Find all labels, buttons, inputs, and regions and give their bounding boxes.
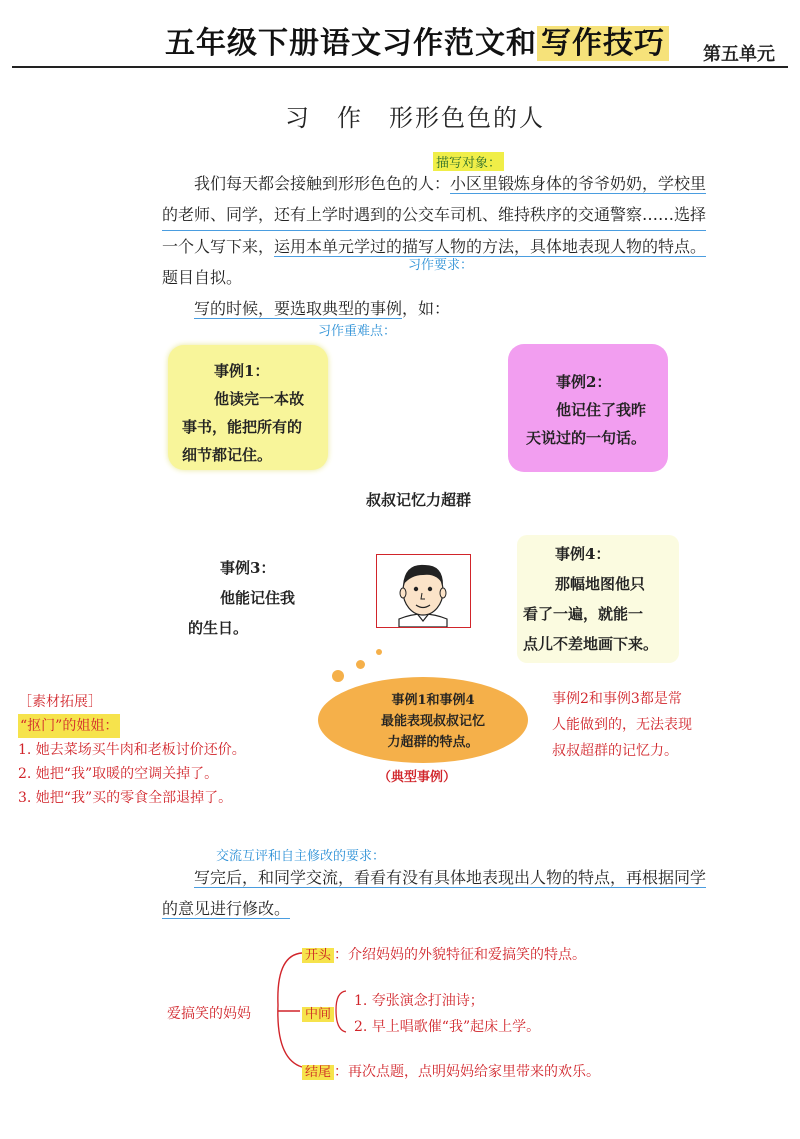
outline-end-text: ：再次点题，点明妈妈给家里带来的欢乐。 — [334, 1064, 601, 1080]
unit-label: 第五单元 — [703, 44, 775, 65]
outline-end-tag: 结尾 — [302, 1065, 334, 1080]
note-describe-target: 描写对象： — [433, 152, 504, 171]
right-note-line-3: 叔叔超群的记忆力。 — [552, 743, 678, 759]
uncle-portrait-frame — [376, 554, 471, 628]
material-subtitle: “抠门”的姐姐： — [18, 714, 120, 738]
bubble-caption: （典型事例） — [378, 770, 457, 785]
example-1-line-3: 细节都记住。 — [182, 446, 273, 464]
material-item: 1. 她去菜场买牛肉和老板讨价还价。 — [18, 742, 246, 758]
uncle-portrait-icon — [377, 555, 470, 627]
intro-line-4: 题目自拟。 — [162, 268, 243, 287]
example-1-line-2: 事书，能把所有的 — [182, 418, 303, 436]
outline-middle-item: 1. 夸张演念打油诗； — [354, 993, 484, 1009]
example-4-line-2: 看了一遍，就能一 — [523, 605, 644, 623]
thought-dot-3 — [332, 670, 344, 682]
outline-end — [302, 1061, 600, 1081]
example-1-label: 事例1： — [214, 362, 270, 380]
typical-line — [162, 293, 754, 324]
example-4-line-3: 点儿不差地画下来。 — [523, 635, 659, 653]
material-title: ［素材拓展］ — [18, 694, 102, 710]
page-header-title — [165, 18, 669, 62]
example-3-line-1: 他能记住我 — [220, 589, 296, 607]
right-note — [552, 686, 692, 764]
bubble-line-2: 最能表现叔叔记忆 — [380, 714, 485, 729]
thought-dot-1 — [376, 649, 382, 655]
typical-line-post: ，如： — [402, 299, 451, 318]
outline-begin — [302, 944, 586, 964]
example-4-label: 事例4： — [555, 545, 611, 563]
intro-line-1-pre: 我们每天都会接触到形形色色的人： — [194, 174, 451, 193]
example-3-line-2: 的生日。 — [188, 619, 249, 637]
typical-line-underlined: 写的时候，要选取典型的事例 — [194, 299, 403, 318]
material-item: 2. 她把“我”取暖的空调关掉了。 — [18, 766, 219, 782]
example-2-line-1: 他记住了我昨 — [556, 401, 647, 419]
example-3-label: 事例3： — [220, 559, 276, 577]
bubble-line-3: 力超群的特点。 — [387, 735, 479, 750]
intro-line-3-pre: 一个人写下来， — [162, 237, 275, 256]
intro-paragraph — [162, 168, 722, 293]
right-note-line-1: 事例2和事例3都是常 — [552, 691, 682, 707]
lesson-title: 习 作 形形色色的人 — [285, 104, 545, 132]
note-requirement: 习作要求： — [408, 258, 474, 273]
material-section — [18, 690, 246, 810]
example-2-label: 事例2： — [556, 373, 612, 391]
revise-paragraph — [162, 862, 722, 924]
note-key-point: 习作重难点： — [318, 324, 397, 339]
header-divider — [12, 66, 788, 68]
example-1-line-1: 他读完一本故 — [214, 390, 305, 408]
revise-line-1: 写完后，和同学交流，看看有没有具体地表现出人物的特点，再根据同学 — [194, 868, 707, 887]
example-4-card — [517, 535, 679, 663]
right-note-line-2: 人能做到的，无法表现 — [552, 717, 692, 733]
outline-middle-item: 2. 早上唱歌催“我”起床上学。 — [354, 1019, 541, 1035]
example-4-line-1: 那幅地图他只 — [555, 575, 646, 593]
outline-middle — [302, 1003, 334, 1022]
thought-dot-2 — [356, 660, 365, 669]
intro-line-1 — [162, 168, 722, 199]
revise-line-2: 的意见进行修改。 — [162, 899, 291, 918]
note-review: 交流互评和自主修改的要求： — [216, 849, 386, 864]
header-title-main: 五年级下册语文习作范文和 — [165, 26, 537, 61]
example-2-line-2: 天说过的一句话。 — [526, 429, 647, 447]
intro-line-3-underlined: 运用本单元学过的描写人物的方法，具体地表现人物的特点。 — [274, 237, 707, 256]
header-title-highlight: 写作技巧 — [537, 26, 669, 61]
outline-begin-text: ：介绍妈妈的外貌特征和爱搞笑的特点。 — [334, 947, 587, 963]
intro-line-1-underlined: 小区里锻炼身体的爷爷奶奶，学校里 — [450, 174, 707, 193]
outline-middle-tag: 中间 — [302, 1007, 334, 1022]
outline-root: 爱搞笑的妈妈 — [167, 1006, 251, 1022]
outline-middle-items — [354, 988, 540, 1040]
example-1-card — [168, 345, 328, 470]
example-2-card — [508, 344, 668, 472]
outline-begin-tag: 开头 — [302, 948, 334, 963]
example-3-card — [188, 553, 295, 643]
material-item: 3. 她把“我”买的零食全部退掉了。 — [18, 790, 233, 806]
intro-line-2: 的老师、同学，还有上学时遇到的公交车司机、维持秩序的交通警察……选择 — [162, 199, 706, 231]
center-topic: 叔叔记忆力超群 — [366, 491, 472, 509]
summary-bubble-text — [358, 690, 508, 753]
bubble-line-1: 事例1和事例4 — [391, 693, 475, 708]
